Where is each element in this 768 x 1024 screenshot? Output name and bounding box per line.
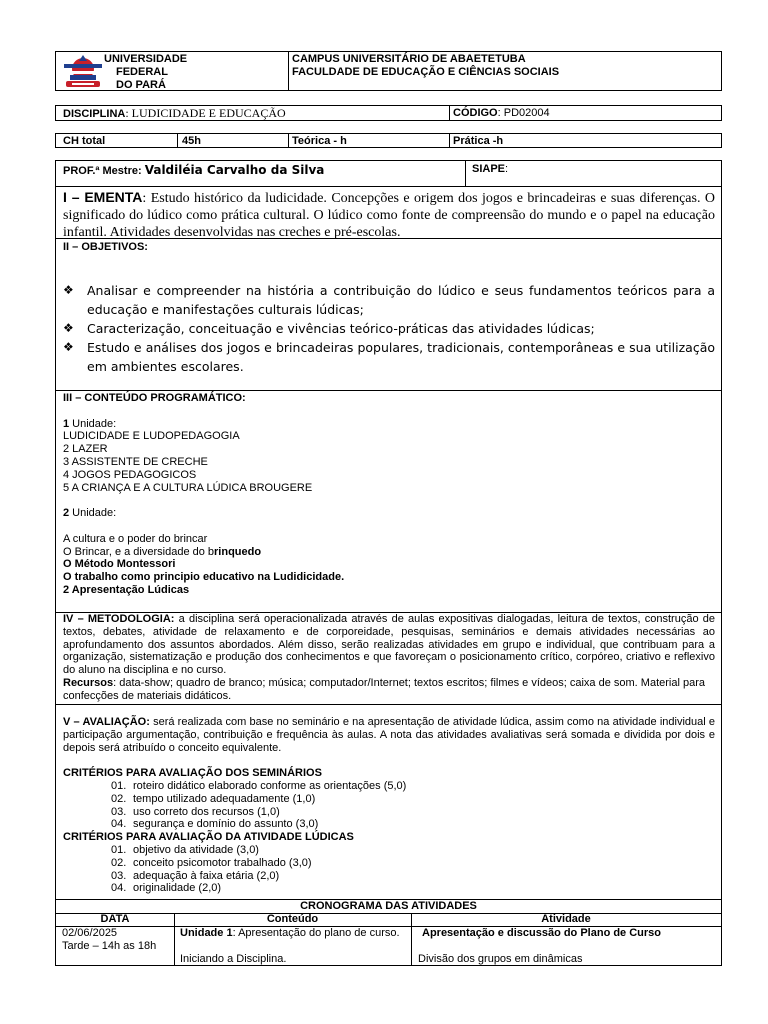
criterio-text: segurança e domínio do assunto (3,0) bbox=[133, 818, 319, 831]
objetivos-heading: II – OBJETIVOS: bbox=[63, 241, 148, 253]
unidade-label: Unidade 1 bbox=[180, 927, 233, 939]
recursos-paragraph bbox=[63, 677, 715, 703]
seminarios-heading: CRITÉRIOS PARA AVALIAÇÃO DOS SEMINÁRIOS bbox=[63, 767, 322, 780]
unidade2-number: 2 bbox=[63, 507, 70, 520]
criterio-number: 02. bbox=[111, 856, 127, 869]
objetivo-text: Estudo e análises dos jogos e brincadeiras populares, tradicionais, contemporâneas e sua utilização em ambientes escolares. bbox=[87, 340, 715, 374]
criterio-text: adequação à faixa etária (2,0) bbox=[133, 869, 280, 882]
cronograma-atividade-cell bbox=[418, 927, 662, 966]
logo-cell bbox=[56, 52, 288, 90]
teorica-cell bbox=[288, 134, 449, 147]
metodologia-heading: IV – METODOLOGIA: bbox=[63, 613, 175, 625]
col-header-atividade: Atividade bbox=[541, 913, 591, 925]
carga-row bbox=[55, 133, 722, 148]
cronograma-time: Tarde – 14h as 18h bbox=[62, 940, 157, 952]
diamond-bullet-icon: ❖ bbox=[63, 321, 74, 335]
metodologia-text: a disciplina será operacionalizada através de aulas expositivas dialogadas, leitura de textos, construção de textos, debates, atividade de relaxamento e de corporeidade, pesquisas, seminários e demais atividades necessárias ao aprofundamento dos assuntos abordados. Além disso, serão realizadas atividades em grupo e individual, que contribuam para a organização, sistematização e produção dos conhecimentos e que favoreçam o posicionamento crítico, corpóreo, criativo e reflexivo do aluno na disciplina e no curso. bbox=[63, 613, 715, 677]
disciplina-cell bbox=[56, 106, 449, 120]
disciplina-row bbox=[55, 105, 722, 121]
cronograma-date: 02/06/2025 bbox=[62, 927, 118, 939]
cronograma-unidade bbox=[180, 927, 400, 940]
cronograma-title: CRONOGRAMA DAS ATIVIDADES bbox=[300, 900, 477, 912]
avaliacao-heading: V – AVALIAÇÃO: bbox=[63, 716, 150, 728]
criterio-text: conceito psicomotor trabalhado (3,0) bbox=[133, 856, 312, 869]
ludicas-heading: CRITÉRIOS PARA AVALIAÇÃO DA ATIVIDADE LÚDICAS bbox=[63, 831, 354, 844]
criterio-item bbox=[63, 870, 715, 883]
criterio-number: 04. bbox=[111, 818, 127, 831]
criterio-number: 04. bbox=[111, 882, 127, 895]
metodologia-paragraph bbox=[63, 613, 715, 677]
criterio-item bbox=[63, 818, 715, 831]
disciplina-label: DISCIPLINA bbox=[63, 108, 126, 120]
professor-cell bbox=[56, 161, 465, 186]
cronograma-conteudo-2: Iniciando a Disciplina. bbox=[180, 953, 287, 965]
siape-label: SIAPE bbox=[472, 163, 506, 175]
faculty-name: FACULDADE DE EDUCAÇÃO E CIÊNCIAS SOCIAIS bbox=[292, 66, 560, 78]
codigo-value: : PD02004 bbox=[497, 107, 550, 119]
pratica-label: Prática -h bbox=[453, 135, 504, 147]
avaliacao-section bbox=[55, 704, 722, 900]
campus-cell bbox=[288, 52, 721, 90]
professor-name: Valdiléia Carvalho da Silva bbox=[144, 163, 325, 177]
cronograma-date-cell bbox=[62, 927, 156, 953]
professor-label: PROF.ª Mestre: bbox=[63, 165, 142, 177]
campus-name: CAMPUS UNIVERSITÁRIO DE ABAETETUBA bbox=[292, 53, 526, 65]
criterio-number: 03. bbox=[111, 869, 127, 882]
unidade2-item bbox=[63, 546, 715, 559]
criterio-number: 03. bbox=[111, 805, 127, 818]
unidade1-text: Unidade: bbox=[69, 417, 117, 430]
avaliacao-text: será realizada com base no seminário e na apresentação de atividade lúdica, assim como na atividade individual e participação argumentação, contribuição e frequência às aulas. A nota das atividades avaliativas será somada e dividida por dois e depois será atribuído o conceito equivalente. bbox=[63, 716, 716, 754]
unidade2-item: 2 Apresentação Lúdicas bbox=[63, 583, 190, 596]
header-table bbox=[55, 51, 722, 91]
ementa-paragraph bbox=[63, 189, 715, 241]
professor-row bbox=[55, 160, 722, 187]
cronograma-table bbox=[55, 899, 722, 966]
unidade2-item-part-bold: rinquedo bbox=[214, 545, 262, 558]
criterio-number: 01. bbox=[111, 779, 127, 792]
recursos-text: : data-show; quadro de branco; música; computador/Internet; textos escritos; filmes e vídeos; caixa de som. Material para confecções de materiais didáticos. bbox=[63, 676, 705, 702]
objetivo-text: Analisar e compreender na história a contribuição do lúdico e seus fundamentos teóricos para a educação e manifestações culturais lúdicas; bbox=[87, 283, 715, 317]
siape-colon: : bbox=[505, 163, 509, 175]
diamond-bullet-icon: ❖ bbox=[63, 340, 74, 354]
unidade1-item: 5 A CRIANÇA E A CULTURA LÚDICA BROUGERE bbox=[63, 481, 313, 494]
recursos-label: Recursos bbox=[63, 676, 114, 689]
criterio-text: uso correto dos recursos (1,0) bbox=[133, 805, 280, 818]
unidade2-item: O trabalho como principio educativo na Ludidicidade. bbox=[63, 571, 345, 584]
ch-value-cell bbox=[177, 134, 288, 147]
ch-total-label: CH total bbox=[63, 135, 106, 147]
unidade2-item: O Método Montessori bbox=[63, 558, 176, 571]
objetivo-text: Caracterização, conceituação e vivências teórico-práticas das atividades lúdicas; bbox=[87, 321, 595, 336]
unidade1-item: 3 ASSISTENTE DE CRECHE bbox=[63, 455, 208, 468]
ch-total-cell bbox=[56, 134, 177, 147]
codigo-cell bbox=[449, 106, 721, 120]
diamond-bullet-icon: ❖ bbox=[63, 283, 74, 297]
university-name-line1: UNIVERSIDADE bbox=[104, 53, 188, 65]
objetivo-item bbox=[63, 338, 715, 376]
objetivo-item bbox=[63, 281, 715, 319]
unidade1-item: 4 JOGOS PEDAGOGICOS bbox=[63, 468, 197, 481]
ementa-text: : Estudo histórico da ludicidade. Concepções e origem dos jogos e brincadeiras e suas diferenças. O significado do lúdico como prática cultural. O lúdico como fonte de compreensão do mundo e o papel na educação infantil. Atividades desenvolvidas nas creches e pré-escolas. bbox=[63, 191, 715, 240]
ementa-section bbox=[55, 186, 722, 239]
criterio-item bbox=[63, 882, 715, 895]
objetivos-section bbox=[55, 238, 722, 391]
objetivo-item bbox=[63, 319, 715, 338]
university-name-line3: DO PARÁ bbox=[116, 79, 166, 90]
criterio-text: originalidade (2,0) bbox=[133, 882, 222, 895]
unidade1-label bbox=[63, 418, 715, 431]
unidade2-item-part: O Brincar, e a diversidade do b bbox=[63, 545, 215, 558]
unidade1-item: 2 LAZER bbox=[63, 443, 108, 456]
ch-total-value: 45h bbox=[182, 135, 201, 147]
criterio-text: objetivo da atividade (3,0) bbox=[133, 843, 259, 856]
cronograma-atividade-1: Apresentação e discussão do Plano de Curso bbox=[422, 927, 662, 939]
unidade2-item: A cultura e o poder do brincar bbox=[63, 532, 208, 545]
criterio-item bbox=[63, 793, 715, 806]
pratica-cell bbox=[449, 134, 721, 147]
teorica-label: Teórica - h bbox=[292, 135, 347, 147]
criterio-item bbox=[63, 857, 715, 870]
cronograma-atividade-2: Divisão dos grupos em dinâmicas bbox=[418, 953, 583, 965]
criterio-item bbox=[63, 780, 715, 793]
avaliacao-paragraph bbox=[63, 716, 715, 754]
col-header-data: DATA bbox=[100, 913, 130, 925]
codigo-label: CÓDIGO bbox=[453, 107, 498, 119]
criterio-item bbox=[63, 806, 715, 819]
unidade1-item: LUDICIDADE E LUDOPEDAGOGIA bbox=[63, 430, 240, 443]
criterio-text: tempo utilizado adequadamente (1,0) bbox=[133, 792, 316, 805]
unidade2-text: Unidade: bbox=[69, 507, 117, 520]
criterio-number: 02. bbox=[111, 792, 127, 805]
unidade2-label bbox=[63, 507, 715, 520]
conteudo-section bbox=[55, 390, 722, 613]
criterio-item bbox=[63, 844, 715, 857]
siape-cell bbox=[465, 161, 721, 186]
metodologia-section bbox=[55, 612, 722, 705]
university-name-line2: FEDERAL bbox=[116, 66, 168, 78]
disciplina-value: : LUDICIDADE E EDUCAÇÃO bbox=[125, 106, 286, 120]
ementa-heading: I – EMENTA bbox=[63, 189, 143, 205]
col-header-conteudo: Conteúdo bbox=[266, 913, 319, 925]
cronograma-conteudo-cell bbox=[180, 927, 400, 966]
unidade1-number: 1 bbox=[63, 417, 70, 430]
criterio-text: roteiro didático elaborado conforme as orientações (5,0) bbox=[133, 779, 407, 792]
university-logo-icon bbox=[58, 53, 108, 90]
criterio-number: 01. bbox=[111, 843, 127, 856]
conteudo-heading: III – CONTEÚDO PROGRAMÁTICO: bbox=[63, 392, 246, 404]
unidade-text: : Apresentação do plano de curso. bbox=[232, 927, 400, 939]
